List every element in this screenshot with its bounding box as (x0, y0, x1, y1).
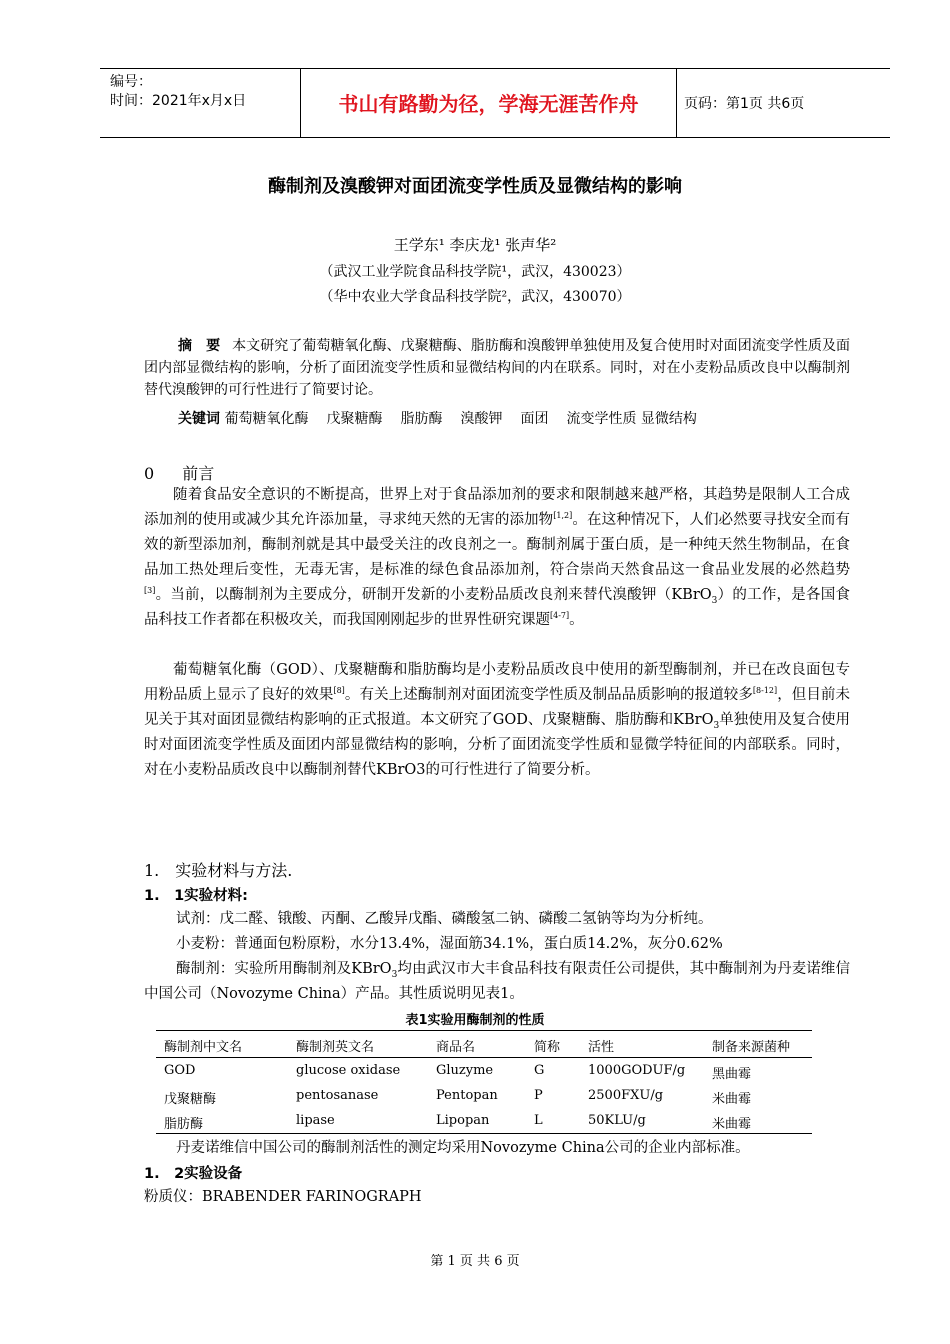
table-note: 丹麦诺维信中国公司的酶制剂活性的测定均采用Novozyme China公司的企业内部标准。 (176, 1140, 750, 1156)
affiliation-1: （武汉工业学院食品科技学院¹，武汉，430023） (319, 264, 631, 280)
table-header-cell: 酶制剂英文名 (296, 1040, 375, 1055)
table-cell: P (534, 1088, 543, 1103)
subscript: 3 (391, 969, 398, 980)
section-heading-0 (144, 461, 214, 484)
keyword: 脂肪酶 (400, 411, 443, 427)
table-cell: 50KLU/g (588, 1113, 646, 1128)
subscript: 3 (711, 595, 718, 606)
document-header (100, 68, 890, 138)
section-title: 前言 (182, 464, 215, 483)
table-row (156, 1108, 812, 1133)
keyword: 戊聚糖酶 (326, 411, 383, 427)
header-slogan: 书山有路勤为径，学海无涯苦作舟 (338, 92, 639, 116)
table-cell: 米曲霉 (712, 1092, 752, 1107)
text-run: 葡萄糖氧化酶（GOD）、戊聚糖酶和脂肪酶均是小麦粉品质改良中使用的新型酶制剂，并已在改良面包专用粉品质上显示了良好的效果 (144, 662, 850, 703)
keyword: 流变学性质 显微结构 (566, 411, 697, 427)
citation: [4-7] (550, 611, 570, 621)
text-run: 。在这种情况下，人们必然要寻找安全而有效的新型添加剂，酶制剂就是其中最受关注的改良剂之一。酶制剂属于蛋白质，是一种纯天然生物制品，在食品加工热处理后变性，无毒无害，是标准的绿色食品添加剂，符合崇尚天然食品这一食品业发展的必然趋势 (144, 512, 851, 578)
affiliation-2: （华中农业大学食品科技学院²，武汉，430070） (319, 289, 631, 305)
keyword: 面团 (520, 411, 549, 427)
citation: [3] (144, 586, 156, 596)
subsection-heading-1-2: 1. 2实验设备 (144, 1166, 243, 1182)
subscript: 3 (713, 720, 720, 731)
table-cell: GOD (164, 1063, 196, 1078)
table-cell: 1000GODUF/g (588, 1063, 686, 1078)
keywords (178, 408, 858, 430)
intro-paragraph-1 (144, 483, 850, 633)
abstract-text: 本文研究了葡萄糖氧化酶、戊聚糖酶、脂肪酶和溴酸钾单独使用及复合使用时对面团流变学性质及面团内部显微结构的影响，分析了面团流变学性质和显微结构间的内在联系。同时，对在小麦粉品质改良中以酶制剂替代溴酸钾的可行性进行了简要讨论。 (144, 338, 851, 398)
keywords-label: 关键词 (178, 411, 220, 427)
citation: [1,2] (553, 511, 573, 521)
header-divider (676, 69, 677, 137)
section-number: 0 (144, 464, 155, 483)
paper-title: 酶制剂及溴酸钾对面团流变学性质及显微结构的影响 (268, 176, 682, 197)
table-row (156, 1083, 812, 1108)
table-cell: Pentopan (436, 1088, 498, 1103)
header-meta (110, 73, 246, 111)
authors: 王学东¹ 李庆龙¹ 张声华² (393, 236, 557, 254)
subsection-heading-1-1: 1. 1实验材料: (144, 888, 248, 904)
text-run: 随着食品安全意识的不断提高，世界上对于食品添加剂的要求和限制越来越严格，其趋势是限制人工合成添加剂的使用或减少其允许添加量，寻求纯天然的无害的添加物 (144, 487, 850, 528)
table-header-cell: 活性 (588, 1040, 615, 1055)
number-label: 编号： (110, 74, 152, 90)
table-cell: 戊聚糖酶 (164, 1092, 217, 1107)
table-cell: glucose oxidase (296, 1063, 401, 1078)
table-header-row (156, 1031, 812, 1058)
equipment-text: 粉质仪：BRABENDER FARINOGRAPH (144, 1189, 422, 1205)
table-row (156, 1058, 812, 1083)
table-cell: L (534, 1113, 543, 1128)
time-label: 时间：2021年x月x日 (110, 93, 247, 109)
citation: [8] (333, 686, 345, 696)
table-header-cell: 制备来源菌种 (712, 1040, 791, 1055)
table-caption: 表1实验用酶制剂的性质 (405, 1013, 545, 1028)
table-cell: Gluzyme (436, 1063, 494, 1078)
text-run: 。 (569, 612, 584, 628)
table-cell: 米曲霉 (712, 1117, 752, 1132)
citation: [8-12] (752, 686, 778, 696)
table-cell: Lipopan (436, 1113, 490, 1128)
text-run: 。有关上述酶制剂对面团流变学性质及制品品质影响的报道较多 (344, 687, 753, 703)
abstract (144, 335, 850, 401)
table-cell: 黑曲霉 (712, 1067, 752, 1082)
enzyme-text (144, 957, 850, 1007)
abstract-label: 摘 要 (178, 338, 221, 354)
table-cell: 脂肪酶 (164, 1117, 204, 1132)
intro-paragraph-2 (144, 658, 850, 783)
text-run: 单独使用及复合使用时对面团流变学性质及面团内部显微结构的影响，分析了面团流变学性质和显微学特征间的内部联系。同时，对在小麦粉品质改良中以酶制剂替代KBrO3的可行性进行了简要分析。 (144, 712, 850, 778)
flour-text: 小麦粉：普通面包粉原粉，水分13.4%，湿面筋34.1%，蛋白质14.2%，灰分0.62% (176, 936, 723, 952)
enzyme-table (156, 1030, 812, 1134)
text-run: ）的工作，是各国食品科技工作者都在积极攻关，而我国刚刚起步的世界性研究课题 (144, 587, 850, 628)
text-run: ，但目前未见关于其对面团显微结构影响的正式报道。本文研究了GOD、戊聚糖酶、脂肪酶和KBrO (144, 687, 851, 728)
table-cell: G (534, 1063, 545, 1078)
table-cell: lipase (296, 1113, 335, 1128)
table-cell: 2500FXU/g (588, 1088, 664, 1103)
table-cell: pentosanase (296, 1088, 379, 1103)
table-header-cell: 酶制剂中文名 (164, 1040, 243, 1055)
text-run: 酶制剂：实验所用酶制剂及KBrO (176, 961, 392, 977)
page-footer: 第 1 页 共 6 页 (430, 1254, 520, 1269)
reagents-text: 试剂：戊二醛、锇酸、丙酮、乙酸异戊酯、磷酸氢二钠、磷酸二氢钠等均为分析纯。 (176, 911, 713, 927)
text-run: 均由武汉市大丰食品科技有限责任公司提供，其中酶制剂为丹麦诺维信中国公司（Novozyme China）产品。其性质说明见表1。 (144, 961, 851, 1002)
table-header-cell: 商品名 (436, 1040, 476, 1055)
keyword: 溴酸钾 (460, 411, 503, 427)
section-heading-1: 1. 实验材料与方法. (144, 861, 293, 880)
keyword: 葡萄糖氧化酶 (224, 411, 309, 427)
text-run: 。当前，以酶制剂为主要成分，研制开发新的小麦粉品质改良剂来替代溴酸钾（KBrO (155, 587, 712, 603)
header-page-info: 页码：第1页 共6页 (684, 96, 805, 112)
table-header-cell: 简称 (534, 1040, 561, 1055)
